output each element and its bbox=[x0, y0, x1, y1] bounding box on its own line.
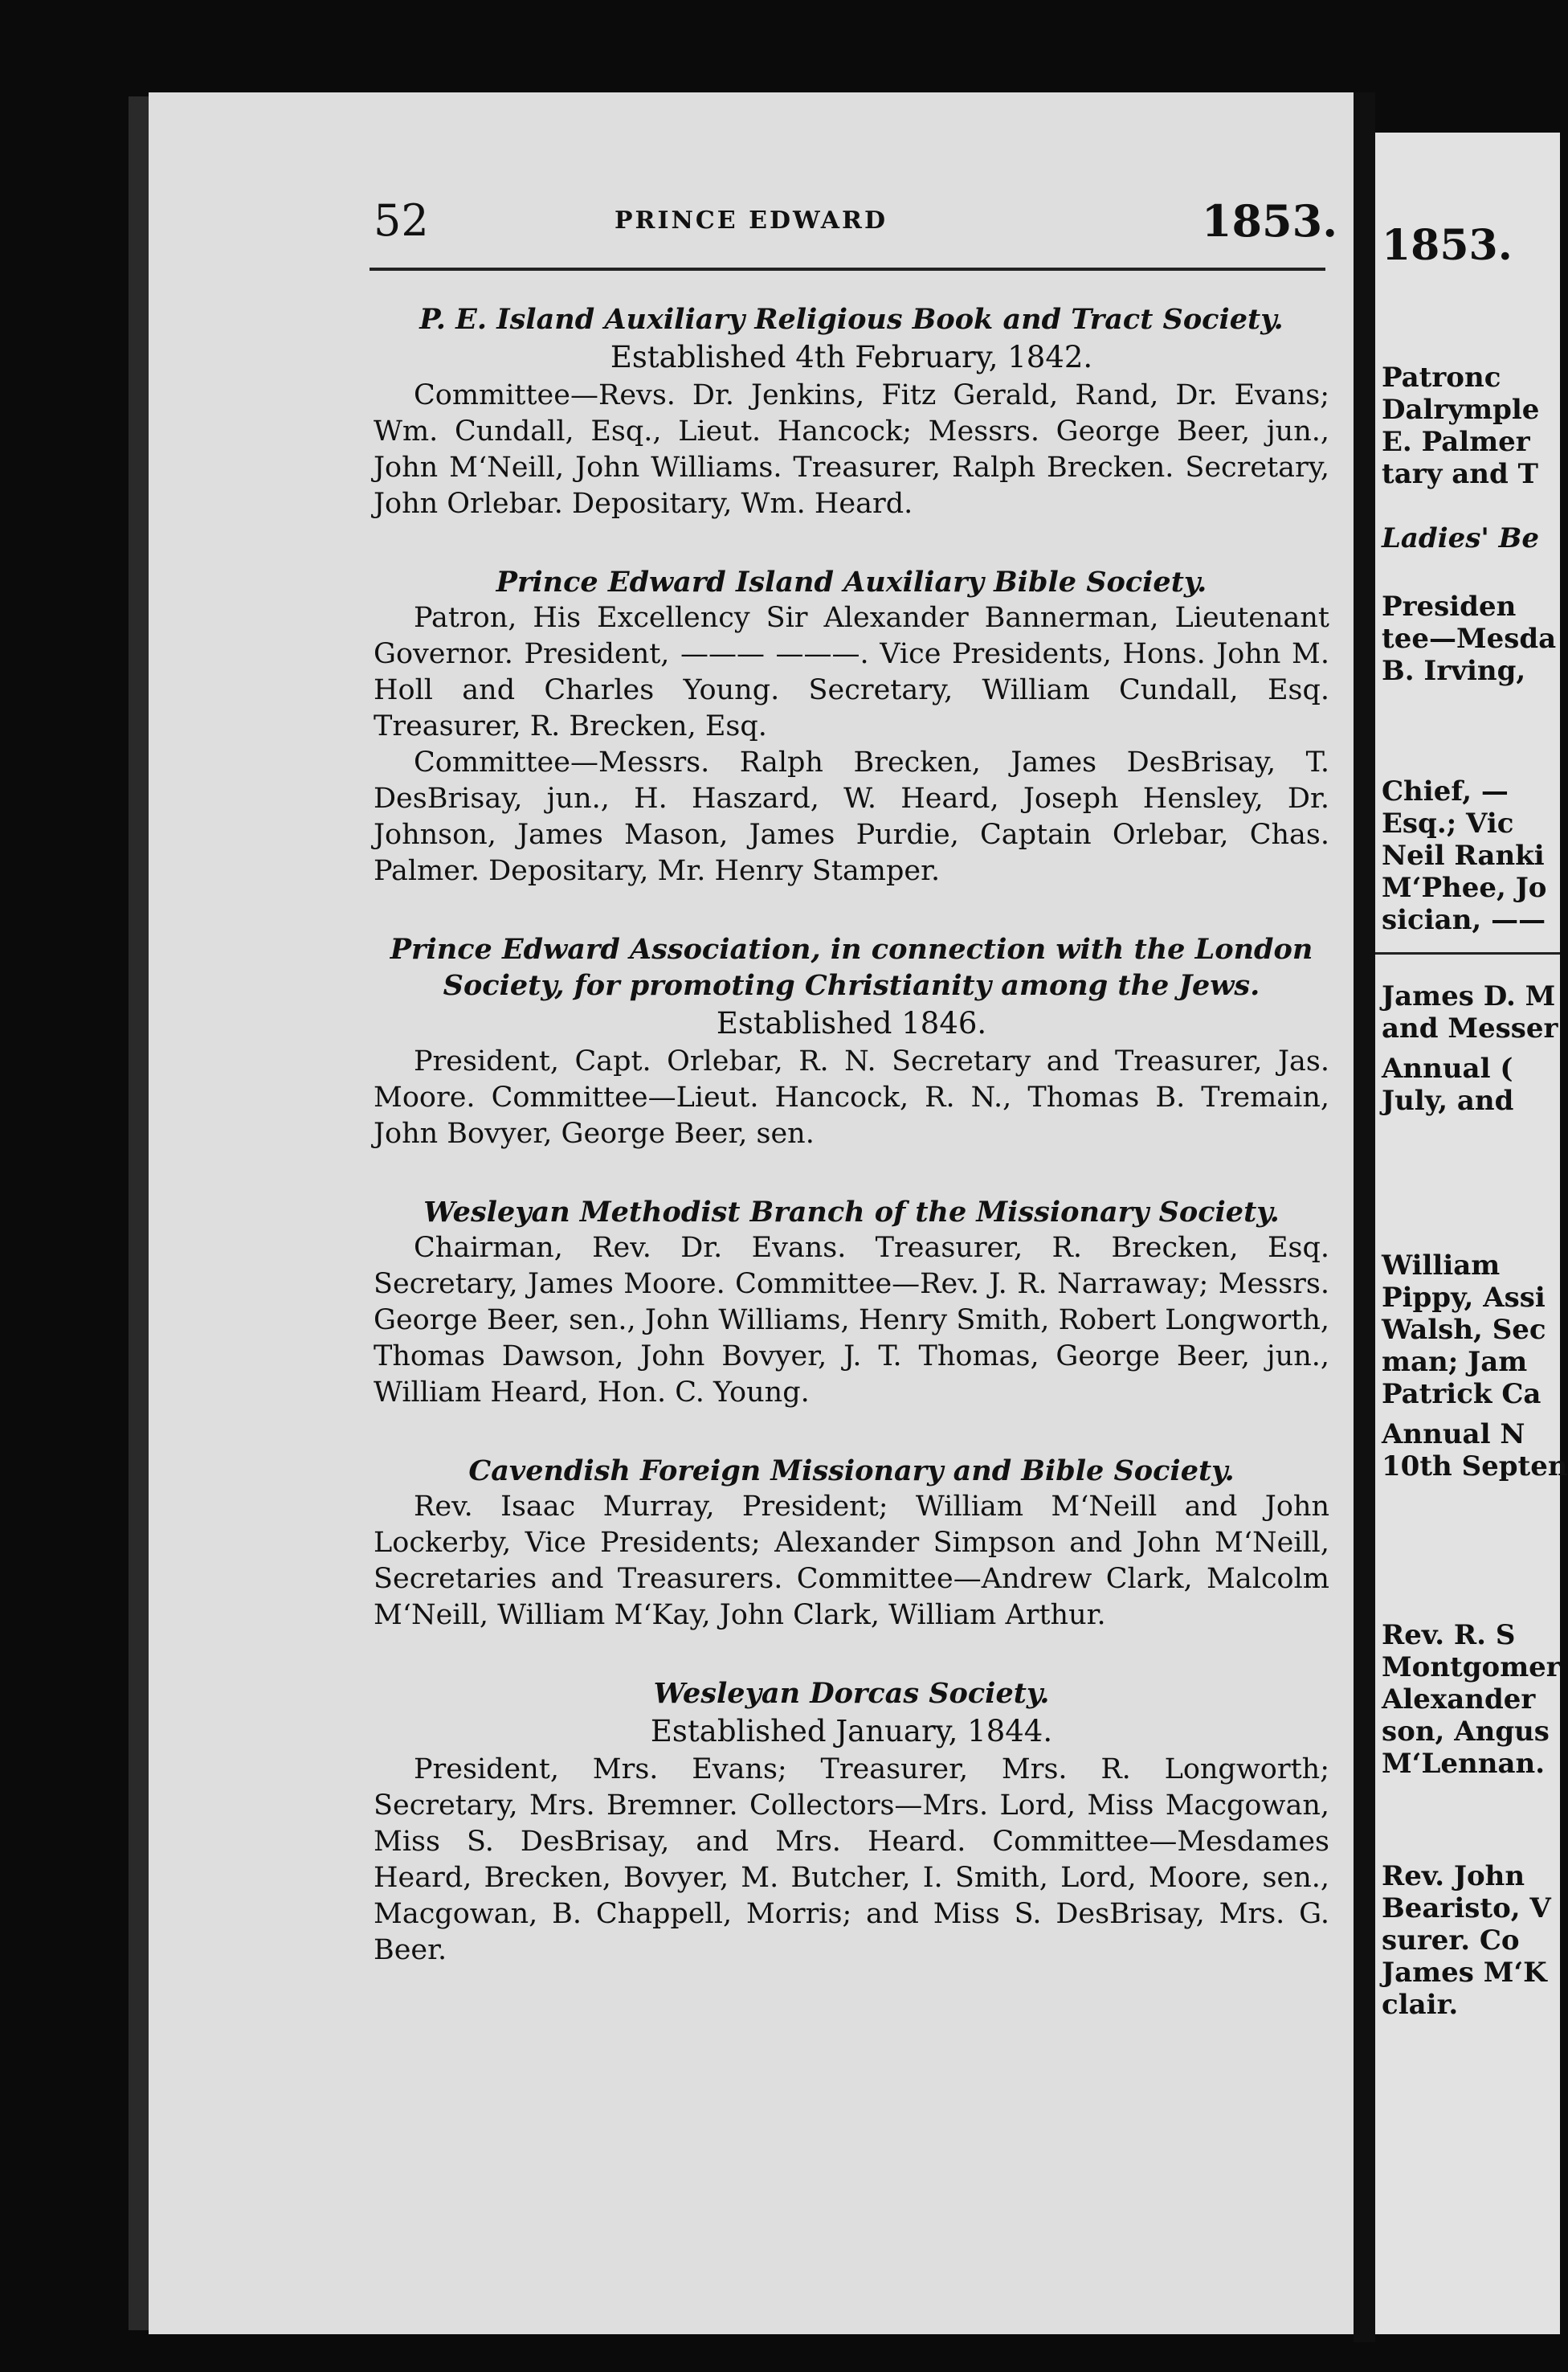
facing-line: Annual ( bbox=[1382, 1053, 1513, 1085]
running-title: PRINCE EDWARD bbox=[614, 207, 888, 235]
facing-line: July, and bbox=[1382, 1085, 1514, 1117]
facing-line: man; Jam bbox=[1382, 1346, 1528, 1378]
section-heading: Cavendish Foreign Missionary and Bible Society. bbox=[468, 1454, 1235, 1487]
page-header bbox=[149, 189, 1354, 261]
section-paragraph: Committee—Messrs. Ralph Brecken, James DesBrisay, T. DesBrisay, jun., H. Haszard, W. Heard, Joseph Hensley, Dr. Johnson, James Mason, James Purdie, Captain Orlebar, Chas. Palmer. Depositary, Mr. Henry Stamper. bbox=[374, 746, 1329, 887]
facing-line: Ladies' Be bbox=[1382, 522, 1540, 554]
section-established: Established 1846. bbox=[716, 1006, 987, 1041]
facing-line: and Messer bbox=[1382, 1012, 1558, 1045]
section-heading: Prince Edward Association, in connection with the London Society, for promoting Christianity among the Jews. bbox=[390, 933, 1313, 1002]
facing-line: James D. M bbox=[1382, 980, 1556, 1012]
section-established: Established 4th February, 1842. bbox=[610, 340, 1093, 374]
book-gutter bbox=[1354, 92, 1375, 2342]
facing-line: son, Angus bbox=[1382, 1716, 1550, 1748]
facing-line: surer. Co bbox=[1382, 1924, 1520, 1957]
facing-line: sician, —— bbox=[1382, 904, 1546, 936]
facing-line: Walsh, Sec bbox=[1382, 1314, 1546, 1346]
section-established: Established January, 1844. bbox=[650, 1714, 1053, 1748]
section-paragraph: Committee—Revs. Dr. Jenkins, Fitz Gerald, Rand, Dr. Evans; Wm. Cundall, Esq., Lieut. Hancock; Messrs. George Beer, jun., John M‘Neill, John Williams. Treasurer, Ralph Brecken. Secretary, John Orlebar. Depositary, Wm. Heard. bbox=[374, 379, 1329, 520]
facing-line: Annual N bbox=[1382, 1418, 1525, 1450]
page-content bbox=[374, 301, 1329, 2010]
section-jews-association bbox=[374, 931, 1329, 1152]
section-cavendish-society bbox=[374, 1453, 1329, 1634]
facing-line: Dalrymple bbox=[1382, 394, 1540, 426]
facing-line: Rev. R. S bbox=[1382, 1619, 1516, 1651]
facing-line: Patrick Ca bbox=[1382, 1378, 1541, 1410]
facing-line: William bbox=[1382, 1249, 1501, 1282]
section-heading: Wesleyan Dorcas Society. bbox=[653, 1677, 1050, 1710]
facing-line: Alexander bbox=[1382, 1683, 1536, 1716]
facing-line: tee—Mesda bbox=[1382, 623, 1557, 655]
section-paragraph: President, Capt. Orlebar, R. N. Secretary and Treasurer, Jas. Moore. Committee—Lieut. Hancock, R. N., Thomas B. Tremain, John Bovyer, George Beer, sen. bbox=[374, 1045, 1329, 1150]
facing-line: E. Palmer bbox=[1382, 426, 1530, 458]
left-page bbox=[149, 92, 1354, 2334]
facing-page-year: 1853. bbox=[1382, 221, 1513, 270]
facing-line: 10th Septen bbox=[1382, 1450, 1568, 1482]
facing-page bbox=[1375, 133, 1568, 2334]
facing-rule bbox=[1375, 952, 1560, 955]
facing-line: Montgomer bbox=[1382, 1651, 1561, 1683]
facing-line: Patronc bbox=[1382, 362, 1501, 394]
section-tract-society bbox=[374, 301, 1329, 522]
section-paragraph: Rev. Isaac Murray, President; William M‘Neill and John Lockerby, Vice Presidents; Alexander Simpson and John M‘Neill, Secretaries and Treasurers. Committee—Andrew Clark, Malcolm M‘Neill, William M‘Kay, John Clark, William Arthur. bbox=[374, 1491, 1329, 1631]
facing-line: B. Irving, bbox=[1382, 655, 1526, 687]
section-wesleyan-missionary bbox=[374, 1194, 1329, 1411]
section-heading: Prince Edward Island Auxiliary Bible Society. bbox=[496, 566, 1207, 599]
header-rule bbox=[370, 268, 1325, 271]
facing-line: Chief, — bbox=[1382, 775, 1509, 808]
facing-line: M‘Lennan. bbox=[1382, 1748, 1546, 1780]
facing-line: Neil Ranki bbox=[1382, 840, 1545, 872]
section-heading: P. E. Island Auxiliary Religious Book and Tract Society. bbox=[419, 303, 1284, 336]
facing-line: clair. bbox=[1382, 1989, 1459, 2021]
page-year: 1853. bbox=[1201, 195, 1337, 247]
facing-line: Pippy, Assi bbox=[1382, 1282, 1546, 1314]
section-bible-society bbox=[374, 564, 1329, 890]
facing-line: Rev. John bbox=[1382, 1860, 1525, 1892]
section-paragraph: Patron, His Excellency Sir Alexander Bannerman, Lieutenant Governor. President, ——— ———. Vice Presidents, Hons. John M. Holl and Charles Young. Secretary, William Cundall, Esq. Treasurer, R. Brecken, Esq. bbox=[374, 602, 1329, 742]
facing-line: tary and T bbox=[1382, 458, 1538, 490]
facing-line: James M‘K bbox=[1382, 1957, 1547, 1989]
facing-line: Presiden bbox=[1382, 591, 1517, 623]
section-dorcas-society bbox=[374, 1675, 1329, 1969]
facing-line: Bearisto, V bbox=[1382, 1892, 1551, 1924]
page-number: 52 bbox=[374, 195, 429, 246]
section-paragraph: President, Mrs. Evans; Treasurer, Mrs. R. Longworth; Secretary, Mrs. Bremner. Collectors—Mrs. Lord, Miss Macgowan, Miss S. DesBrisay, and Mrs. Heard. Committee—Mesdames Heard, Brecken, Bovyer, M. Butcher, I. Smith, Lord, Moore, sen., Macgowan, B. Chappell, Morris; and Miss S. DesBrisay, Mrs. G. Beer. bbox=[374, 1753, 1329, 1966]
section-paragraph: Chairman, Rev. Dr. Evans. Treasurer, R. Brecken, Esq. Secretary, James Moore. Committee—Rev. J. R. Narraway; Messrs. George Beer, sen., John Williams, Henry Smith, Robert Longworth, Thomas Dawson, John Bovyer, J. T. Thomas, George Beer, jun., William Heard, Hon. C. Young. bbox=[374, 1232, 1329, 1409]
facing-line: Esq.; Vic bbox=[1382, 808, 1514, 840]
facing-line: M‘Phee, Jo bbox=[1382, 872, 1547, 904]
section-heading: Wesleyan Methodist Branch of the Missionary Society. bbox=[423, 1196, 1280, 1229]
